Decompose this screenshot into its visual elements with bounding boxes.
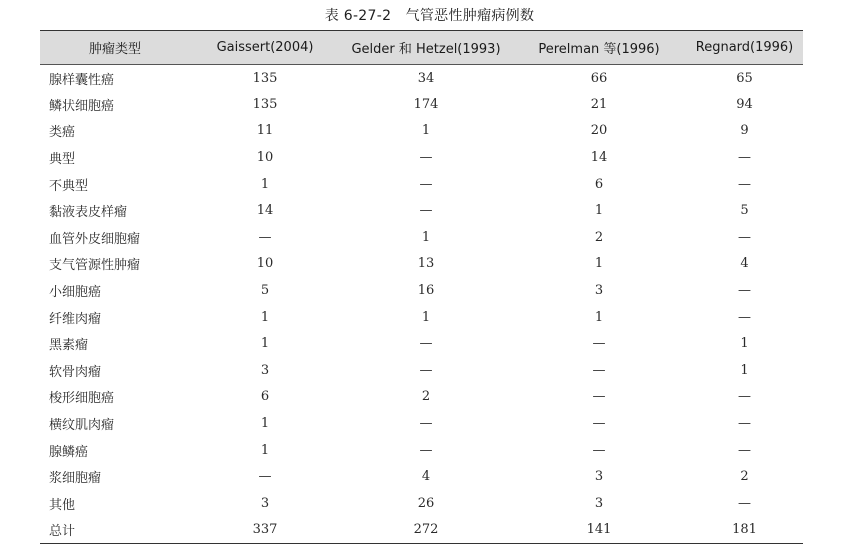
cell-tumor-type: 血管外皮细胞瘤: [49, 231, 141, 247]
cell-gaissert-2004: 3: [260, 495, 270, 511]
cell-regnard-1996: —: [738, 229, 751, 245]
table-header: [40, 31, 803, 65]
cell-gelder-hetzel-1993: —: [419, 150, 433, 166]
cell-regnard-1996: —: [738, 495, 751, 511]
cell-perelman-1996: 20: [590, 123, 608, 139]
table-row: [40, 118, 803, 145]
cell-gelder-hetzel-1993: —: [419, 442, 433, 458]
cell-perelman-1996: 1: [594, 203, 604, 219]
cell-gaissert-2004: 11: [256, 123, 274, 139]
table-row: [40, 384, 803, 411]
table-row: [40, 224, 803, 251]
cell-gaissert-2004: 1: [260, 309, 270, 325]
cell-regnard-1996: 65: [736, 70, 753, 86]
cell-tumor-type: 其他: [49, 497, 76, 513]
cell-perelman-1996: 3: [594, 469, 604, 485]
table-row: [40, 437, 803, 464]
tumor-cases-table: [40, 30, 803, 544]
header-regnard-1996: Regnard(1996): [695, 40, 794, 55]
table-row: [40, 463, 803, 490]
cell-perelman-1996: 3: [594, 495, 604, 511]
cell-gaissert-2004: 1: [260, 442, 270, 458]
cell-tumor-type: 支气管源性肿瘤: [49, 258, 141, 274]
cell-perelman-1996: —: [592, 389, 606, 405]
table-row: [40, 304, 803, 331]
cell-tumor-type: 不典型: [49, 178, 89, 194]
cell-gelder-hetzel-1993: 34: [417, 70, 435, 86]
cell-regnard-1996: —: [738, 283, 751, 299]
cell-perelman-1996: 1: [594, 309, 604, 325]
cell-gaissert-2004: 1: [260, 336, 270, 352]
cell-gelder-hetzel-1993: —: [419, 416, 433, 432]
header-perelman-1996: Perelman 等(1996): [538, 42, 660, 57]
cell-gaissert-2004: 1: [260, 416, 270, 432]
cell-gelder-hetzel-1993: 4: [421, 469, 431, 485]
cell-gelder-hetzel-1993: —: [419, 203, 433, 219]
cell-perelman-1996: —: [592, 362, 606, 378]
cell-perelman-1996: 66: [590, 70, 608, 86]
cell-tumor-type: 纤维肉瘤: [49, 311, 102, 327]
cell-tumor-type: 小细胞癌: [49, 285, 102, 301]
cell-gaissert-2004: 1: [260, 176, 270, 192]
cell-regnard-1996: 9: [740, 123, 749, 139]
cell-perelman-1996: 2: [594, 229, 604, 245]
cell-gaissert-2004: —: [258, 469, 272, 485]
table-row: [40, 330, 803, 357]
table-row: [40, 171, 803, 198]
tumor-cases-table-container: [40, 30, 803, 544]
cell-gelder-hetzel-1993: 26: [417, 495, 435, 511]
cell-gaissert-2004: 5: [260, 283, 270, 299]
cell-tumor-type: 横纹肌肉瘤: [49, 418, 115, 434]
cell-perelman-1996: —: [592, 336, 606, 352]
cell-gelder-hetzel-1993: 13: [417, 256, 435, 272]
cell-gelder-hetzel-1993: 1: [421, 309, 431, 325]
table-row: [40, 144, 803, 171]
cell-tumor-type: 软骨肉瘤: [49, 364, 102, 380]
cell-regnard-1996: —: [738, 416, 751, 432]
table-row: [40, 65, 803, 92]
table-row: [40, 251, 803, 278]
header-gelder-hetzel-1993: Gelder 和 Hetzel(1993): [351, 42, 501, 57]
cell-gaissert-2004: 14: [256, 203, 274, 219]
cell-tumor-type: 浆细胞瘤: [49, 471, 102, 487]
header-gaissert-2004: Gaissert(2004): [216, 40, 314, 55]
cell-gelder-hetzel-1993: —: [419, 362, 433, 378]
cell-regnard-1996: —: [738, 309, 751, 325]
cell-tumor-type: 腺鳞癌: [49, 444, 89, 460]
cell-gelder-hetzel-1993: 272: [413, 522, 439, 538]
cell-gaissert-2004: 135: [252, 96, 278, 112]
cell-regnard-1996: 5: [740, 203, 749, 219]
cell-regnard-1996: 1: [740, 362, 749, 378]
table-row: [40, 410, 803, 437]
cell-regnard-1996: 181: [732, 522, 757, 538]
cell-regnard-1996: —: [738, 176, 751, 192]
cell-tumor-type: 鳞状细胞癌: [49, 98, 115, 114]
table-body: [40, 65, 803, 544]
cell-regnard-1996: 94: [736, 96, 753, 112]
cell-tumor-type: 黑素瘤: [49, 338, 89, 354]
cell-gaissert-2004: 135: [252, 70, 278, 86]
cell-perelman-1996: —: [592, 442, 606, 458]
cell-gaissert-2004: 337: [252, 522, 278, 538]
cell-gelder-hetzel-1993: 1: [421, 123, 431, 139]
cell-gaissert-2004: 10: [256, 256, 274, 272]
cell-regnard-1996: 2: [740, 469, 749, 485]
cell-perelman-1996: 3: [594, 283, 604, 299]
cell-perelman-1996: 1: [594, 256, 604, 272]
cell-gaissert-2004: —: [258, 229, 272, 245]
cell-regnard-1996: 4: [740, 256, 749, 272]
cell-gelder-hetzel-1993: 1: [421, 229, 431, 245]
cell-gelder-hetzel-1993: 174: [413, 96, 439, 112]
table-row: [40, 197, 803, 224]
table-row: [40, 357, 803, 384]
cell-gelder-hetzel-1993: 2: [421, 389, 431, 405]
table-row: [40, 277, 803, 304]
table-caption: 表 6-27-2 气管恶性肿瘤病例数: [324, 8, 535, 24]
table-row: [40, 517, 803, 544]
cell-perelman-1996: 21: [590, 96, 608, 112]
cell-gelder-hetzel-1993: —: [419, 176, 433, 192]
cell-perelman-1996: 14: [590, 150, 608, 166]
table-row: [40, 91, 803, 118]
header-row: [40, 31, 803, 65]
cell-regnard-1996: 1: [740, 336, 749, 352]
cell-gelder-hetzel-1993: —: [419, 336, 433, 352]
cell-perelman-1996: —: [592, 416, 606, 432]
cell-tumor-type: 典型: [49, 152, 76, 168]
cell-tumor-type: 类癌: [49, 125, 76, 141]
cell-perelman-1996: 141: [586, 522, 612, 538]
cell-tumor-type: 梭形细胞癌: [49, 391, 115, 407]
cell-perelman-1996: 6: [594, 176, 604, 192]
cell-tumor-type: 黏液表皮样瘤: [49, 205, 128, 221]
cell-gaissert-2004: 6: [260, 389, 270, 405]
header-tumor-type: 肿瘤类型: [88, 42, 141, 57]
cell-regnard-1996: —: [738, 150, 751, 166]
table-row: [40, 490, 803, 517]
cell-regnard-1996: —: [738, 389, 751, 405]
cell-gelder-hetzel-1993: 16: [417, 283, 435, 299]
cell-tumor-type: 总计: [49, 524, 76, 540]
cell-tumor-type: 腺样囊性癌: [49, 72, 115, 88]
cell-gaissert-2004: 10: [256, 150, 274, 166]
cell-gaissert-2004: 3: [260, 362, 270, 378]
cell-regnard-1996: —: [738, 442, 751, 458]
